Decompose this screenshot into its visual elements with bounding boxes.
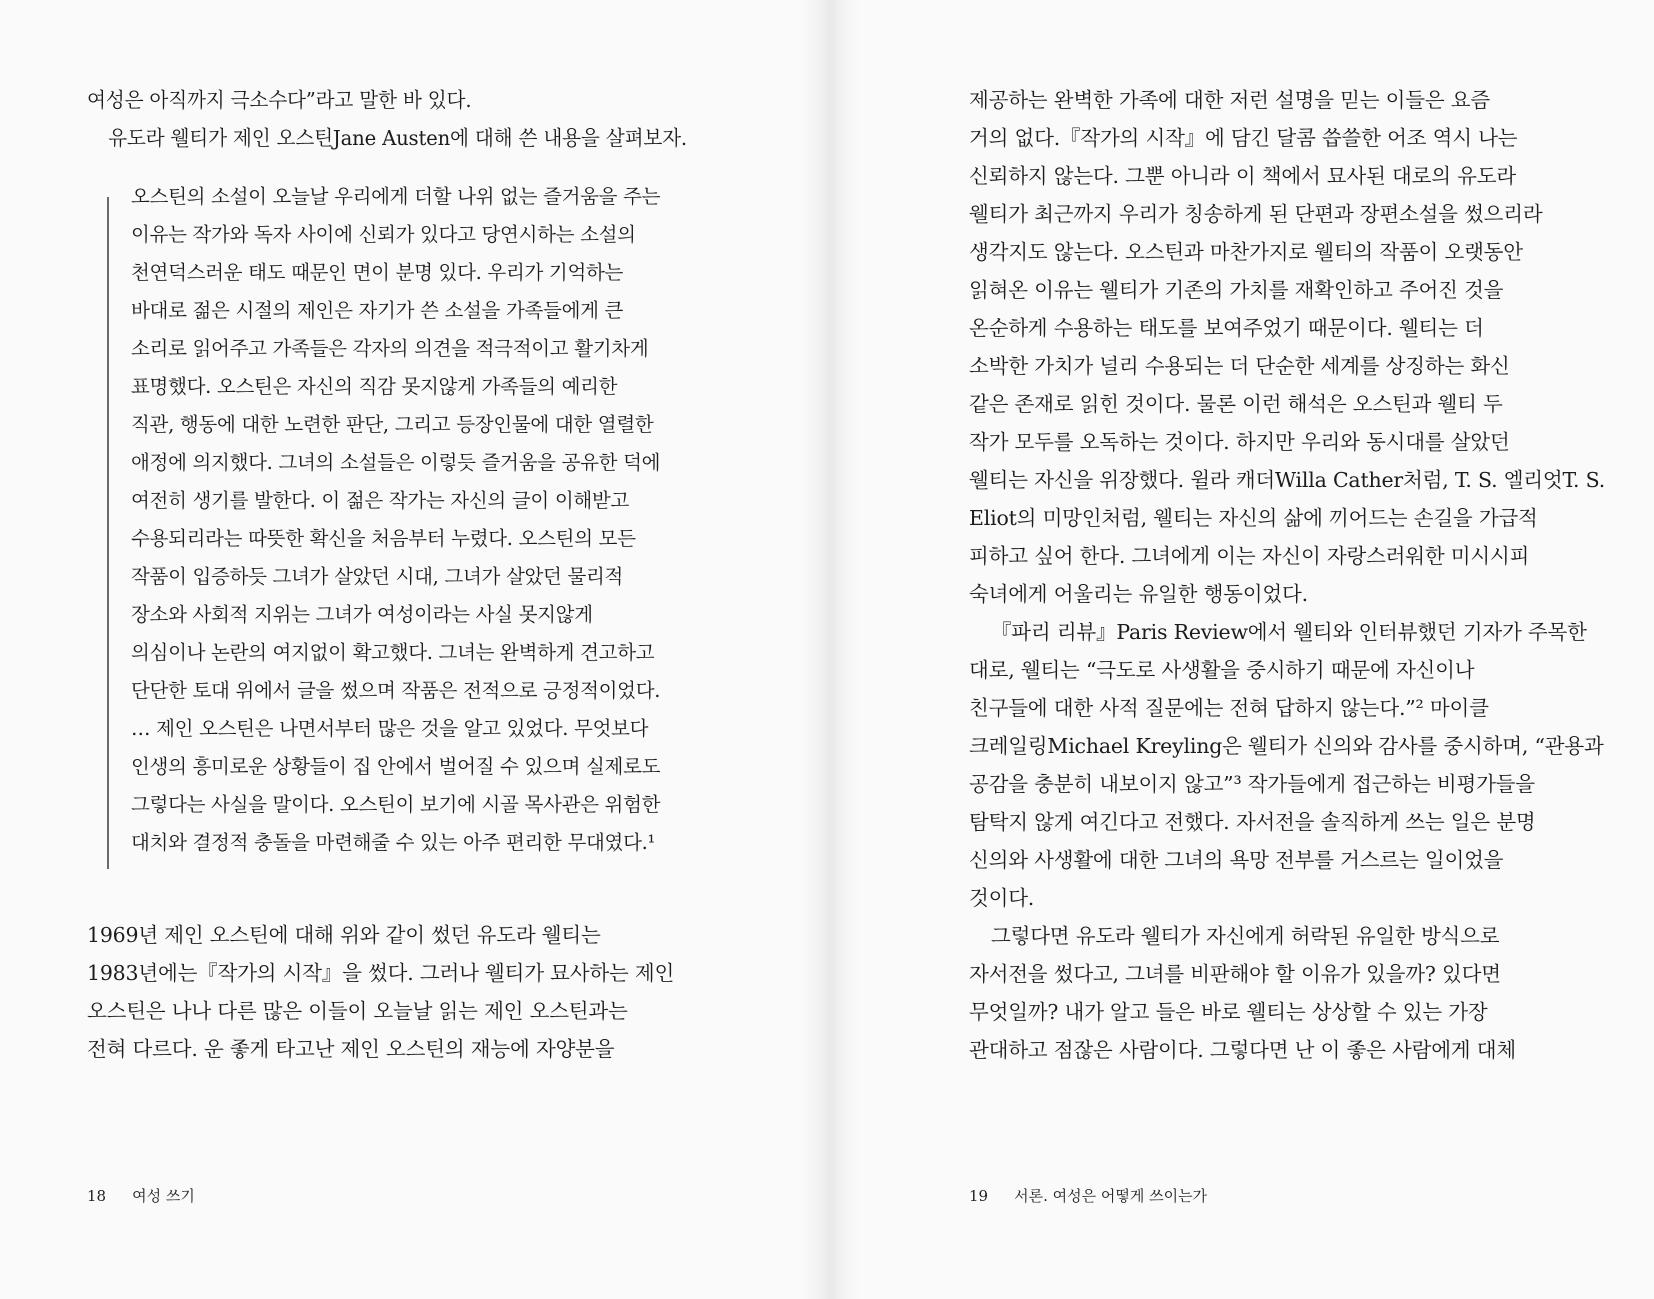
text-line: 작가 모두를 오독하는 것이다. 하지만 우리와 동시대를 살았던	[969, 430, 1510, 454]
right-page-footer	[969, 1186, 1207, 1206]
quote-line: 소리로 읽어주고 가족들은 각자의 의견을 적극적이고 활기차게	[131, 337, 649, 360]
right-body-text	[969, 81, 1605, 1069]
running-title: 여성 쓰기	[132, 1187, 195, 1205]
quote-line: 대치와 결정적 충돌을 마련해줄 수 있는 아주 편리한 무대였다.¹	[131, 831, 656, 854]
text-line: 같은 존재로 읽힌 것이다. 물론 이런 해석은 오스틴과 웰티 두	[969, 392, 1503, 416]
quote-line: 인생의 흥미로운 상황들이 집 안에서 벌어질 수 있으며 실제로도	[131, 755, 661, 778]
left-after-text	[87, 916, 674, 1068]
text-line: 읽혀온 이유는 웰티가 기존의 가치를 재확인하고 주어진 것을	[969, 278, 1504, 302]
text-line: 무엇일까? 내가 알고 들은 바로 웰티는 상상할 수 있는 가장	[969, 1000, 1488, 1024]
text-line: 거의 없다.『작가의 시작』에 담긴 달콤 씁쓸한 어조 역시 나는	[969, 126, 1518, 150]
left-page-footer	[87, 1186, 195, 1206]
quote-line: 애정에 의지했다. 그녀의 소설들은 이렇듯 즐거움을 공유한 덕에	[131, 451, 661, 474]
text-line: 소박한 가치가 널리 수용되는 더 단순한 세계를 상징하는 화신	[969, 354, 1510, 378]
quote-line: … 제인 오스틴은 나면서부터 많은 것을 알고 있었다. 무엇보다	[131, 717, 649, 740]
text-line: 대로, 웰티는 “극도로 사생활을 중시하기 때문에 자신이나	[969, 658, 1475, 682]
running-title: 서론. 여성은 어떻게 쓰이는가	[1014, 1187, 1208, 1205]
text-line: 웰티가 최근까지 우리가 칭송하게 된 단편과 장편소설을 썼으리라	[969, 202, 1543, 226]
quote-line: 그렇다는 사실을 말이다. 오스틴이 보기에 시골 목사관은 위험한	[131, 793, 661, 816]
text-line: 신의와 사생활에 대한 그녀의 욕망 전부를 거스르는 일이었을	[969, 848, 1504, 872]
text-line: 1969년 제인 오스틴에 대해 위와 같이 썼던 유도라 웰티는	[87, 923, 601, 947]
text-line: 공감을 충분히 내보이지 않고”³ 작가들에게 접근하는 비평가들을	[969, 772, 1535, 796]
text-line: Eliot의 미망인처럼, 웰티는 자신의 삶에 끼어드는 손길을 가급적	[969, 506, 1538, 530]
text-line: 오스틴은 나나 다른 많은 이들이 오늘날 읽는 제인 오스틴과는	[87, 999, 628, 1023]
text-line: 피하고 싶어 한다. 그녀에게 이는 자신이 자랑스러워한 미시시피	[969, 544, 1530, 568]
text-line: 『파리 리뷰』Paris Review에서 웰티와 인터뷰했던 기자가 주목한	[991, 620, 1587, 644]
text-line: 전혀 다르다. 운 좋게 타고난 제인 오스틴의 재능에 자양분을	[87, 1037, 615, 1061]
right-page	[827, 0, 1654, 1299]
quote-line: 단단한 토대 위에서 글을 썼으며 작품은 전적으로 긍정적이었다.	[131, 679, 661, 702]
text-line: 자서전을 썼다고, 그녀를 비판해야 할 이유가 있을까? 있다면	[969, 962, 1501, 986]
block-quote	[107, 185, 689, 869]
book-gutter	[800, 0, 860, 1299]
text-line: 크레일링Michael Kreyling은 웰티가 신의와 감사를 중시하며, “관용과	[969, 734, 1604, 758]
text-line: 여성은 아직까지 극소수다”라고 말한 바 있다.	[87, 88, 472, 112]
block-quote-text	[131, 178, 660, 862]
text-line: 웰티는 자신을 위장했다. 윌라 캐더Willa Cather처럼, T. S. 엘리엇T. S.	[969, 468, 1606, 492]
quote-line: 직관, 행동에 대한 노련한 판단, 그리고 등장인물에 대한 열렬한	[131, 413, 654, 436]
quote-line: 오스틴의 소설이 오늘날 우리에게 더할 나위 없는 즐거움을 주는	[131, 185, 661, 208]
quote-line: 수용되리라는 따뜻한 확신을 처음부터 누렸다. 오스틴의 모든	[131, 527, 636, 550]
text-line: 친구들에 대한 사적 질문에는 전혀 답하지 않는다.”² 마이클	[969, 696, 1489, 720]
left-intro-text	[87, 81, 713, 157]
quote-line: 장소와 사회적 지위는 그녀가 여성이라는 사실 못지않게	[131, 603, 593, 626]
text-line: 온순하게 수용하는 태도를 보여주었기 때문이다. 웰티는 더	[969, 316, 1484, 340]
quote-line: 작품이 입증하듯 그녀가 살았던 시대, 그녀가 살았던 물리적	[131, 565, 624, 588]
quote-line: 천연덕스러운 태도 때문인 면이 분명 있다. 우리가 기억하는	[131, 261, 624, 284]
text-line: 그렇다면 유도라 웰티가 자신에게 허락된 유일한 방식으로	[991, 924, 1500, 948]
text-line: 신뢰하지 않는다. 그뿐 아니라 이 책에서 묘사된 대로의 유도라	[969, 164, 1516, 188]
page-number: 18	[87, 1187, 107, 1205]
text-line: 제공하는 완벽한 가족에 대한 저런 설명을 믿는 이들은 요즘	[969, 88, 1491, 112]
text-line: 유도라 웰티가 제인 오스틴Jane Austen에 대해 쓴 내용을 살펴보자.	[108, 126, 688, 150]
text-line: 관대하고 점잖은 사람이다. 그렇다면 난 이 좋은 사람에게 대체	[969, 1038, 1516, 1062]
text-line: 생각지도 않는다. 오스틴과 마찬가지로 웰티의 작품이 오랫동안	[969, 240, 1523, 264]
text-line: 것이다.	[969, 886, 1035, 910]
text-line: 숙녀에게 어울리는 유일한 행동이었다.	[969, 582, 1308, 606]
page-number: 19	[969, 1187, 989, 1205]
quote-line: 이유는 작가와 독자 사이에 신뢰가 있다고 당연시하는 소설의	[131, 223, 636, 246]
quote-line: 의심이나 논란의 여지없이 확고했다. 그녀는 완벽하게 견고하고	[131, 641, 655, 664]
text-line: 1983년에는『작가의 시작』을 썼다. 그러나 웰티가 묘사하는 제인	[87, 961, 675, 985]
quote-line: 여전히 생기를 발한다. 이 젊은 작가는 자신의 글이 이해받고	[131, 489, 629, 512]
quote-line: 표명했다. 오스틴은 자신의 직감 못지않게 가족들의 예리한	[131, 375, 618, 398]
quote-line: 바대로 젊은 시절의 제인은 자기가 쓴 소설을 가족들에게 큰	[131, 299, 624, 322]
text-line: 탐탁지 않게 여긴다고 전했다. 자서전을 솔직하게 쓰는 일은 분명	[969, 810, 1536, 834]
